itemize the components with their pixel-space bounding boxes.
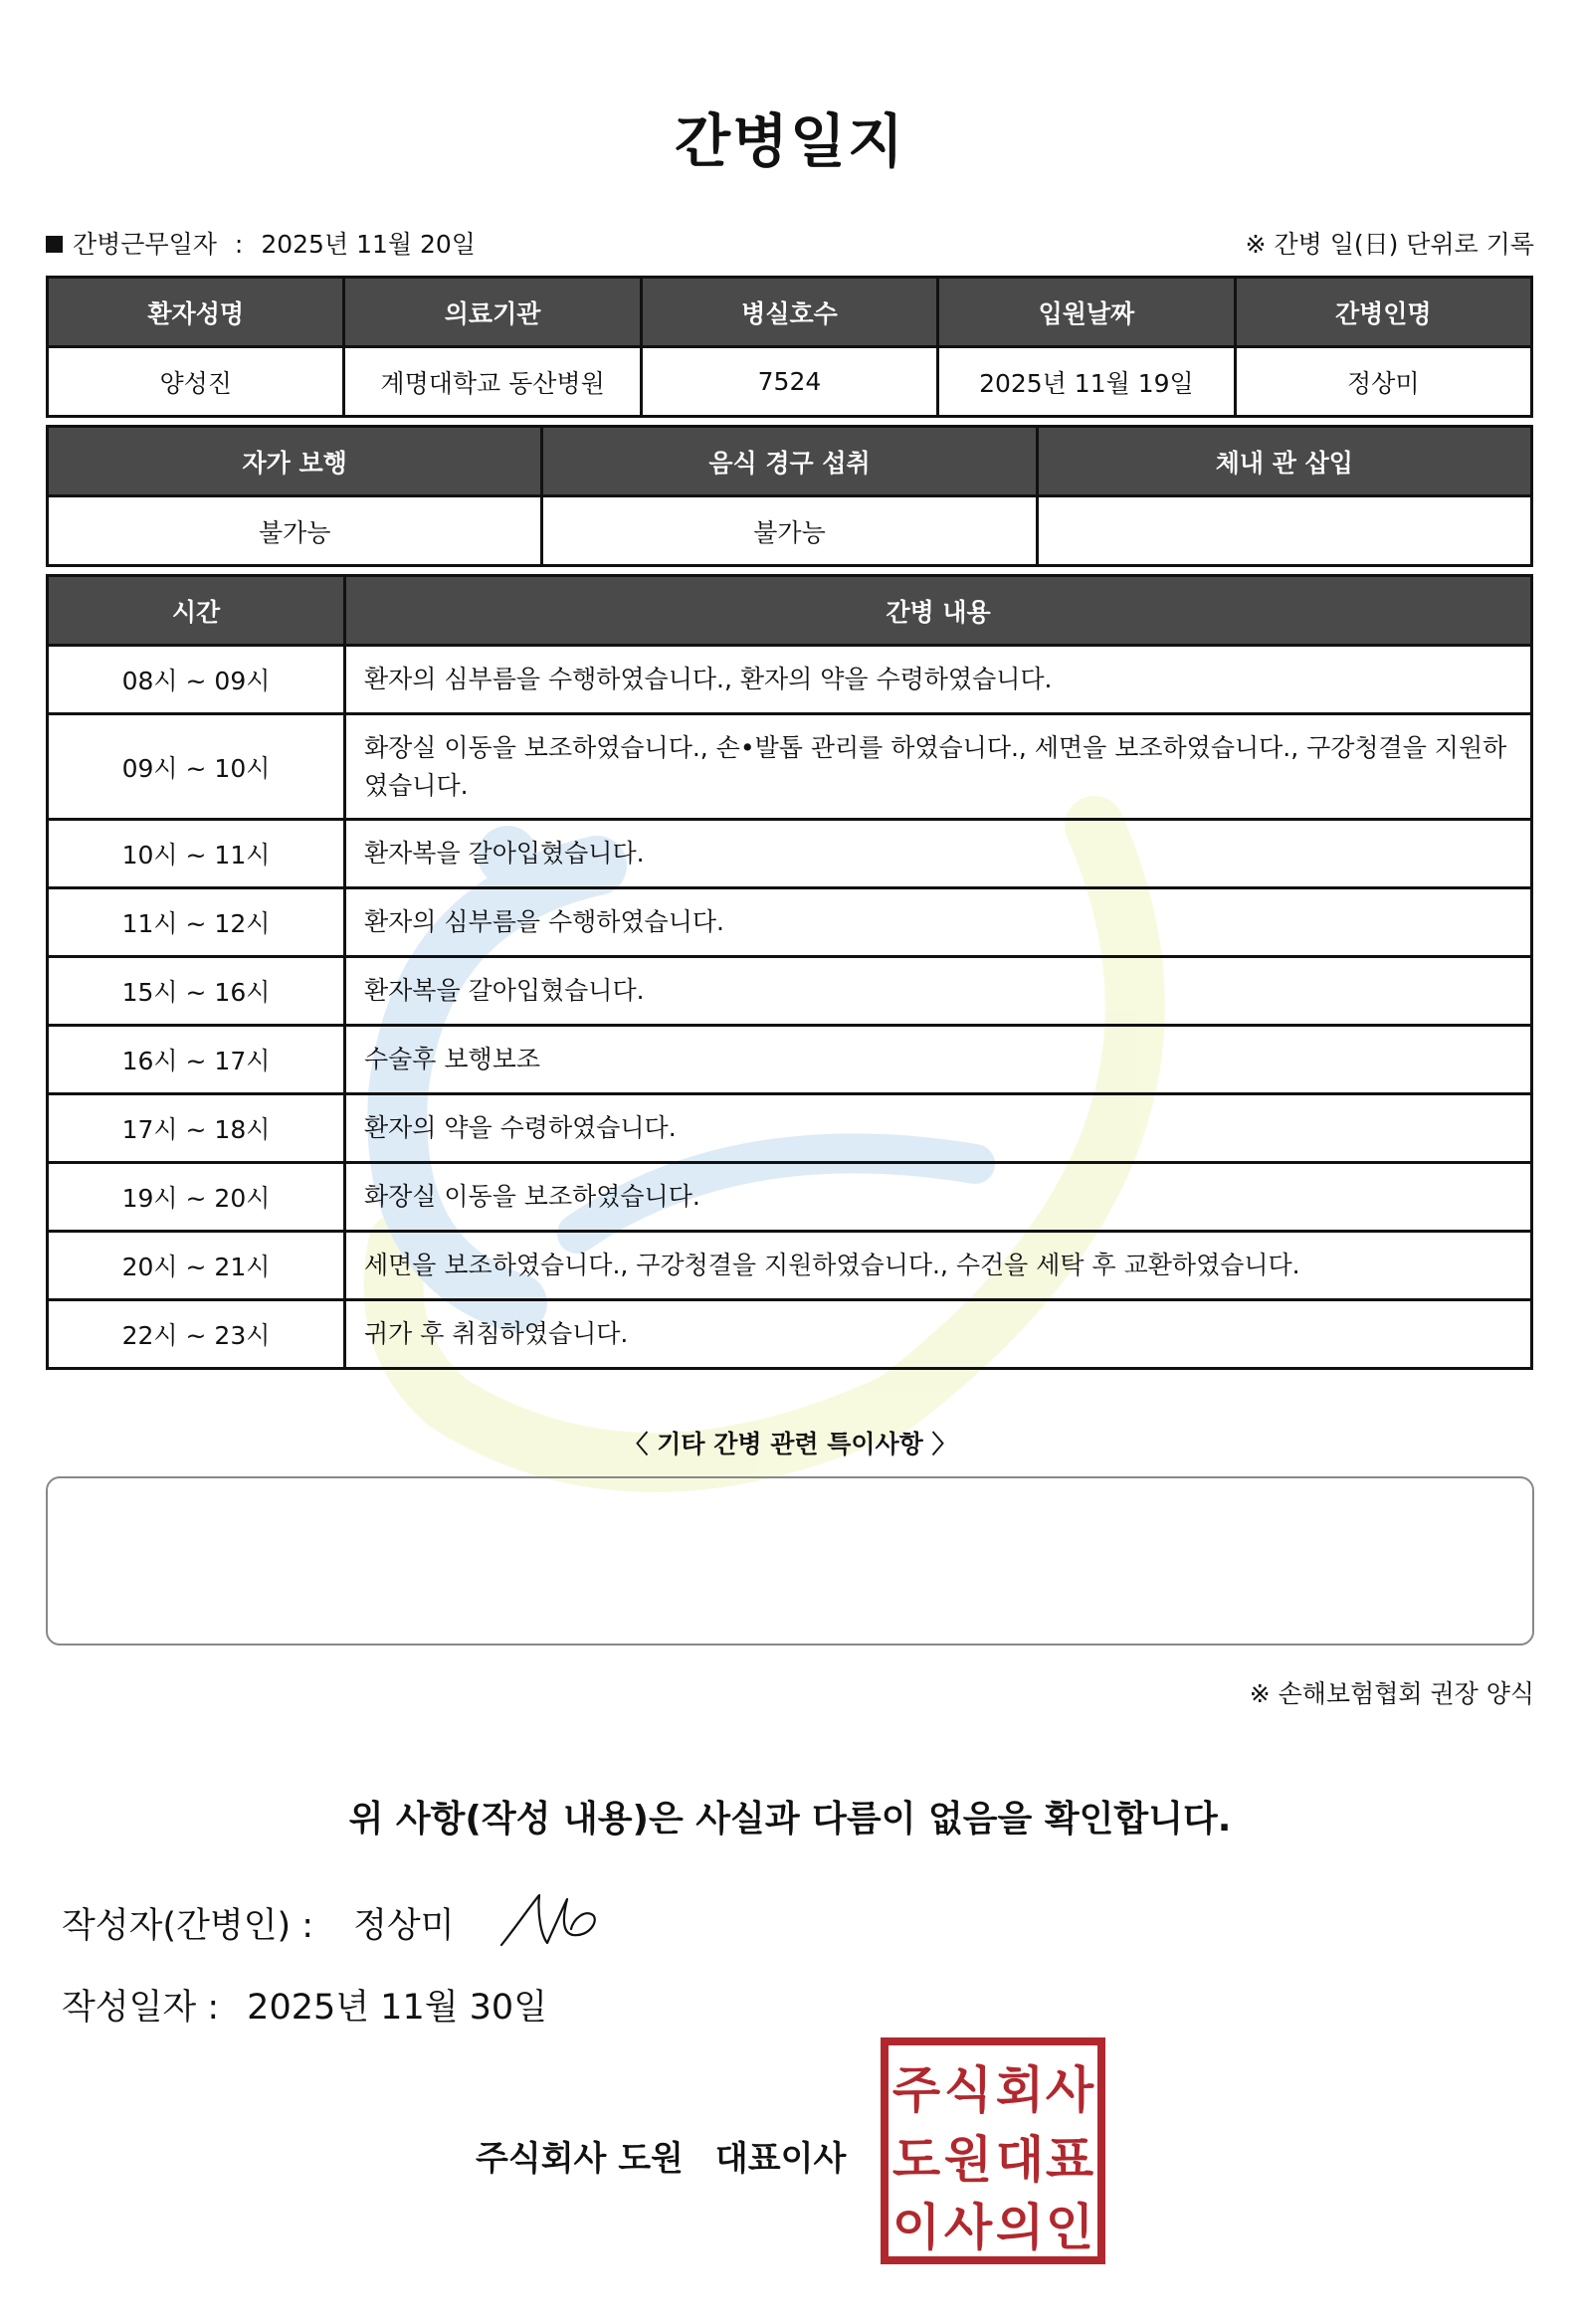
log-time: 08시 ~ 09시 bbox=[48, 646, 345, 714]
care-log-table bbox=[46, 574, 1533, 1370]
svg-text:이: 이 bbox=[891, 2199, 941, 2256]
work-date-line bbox=[46, 225, 476, 261]
patient-status-table bbox=[46, 425, 1533, 567]
log-time: 10시 ~ 11시 bbox=[48, 820, 345, 888]
header-patient-name: 환자성명 bbox=[48, 278, 344, 347]
svg-text:원: 원 bbox=[943, 2131, 993, 2189]
company-title: 대표이사 bbox=[714, 2139, 847, 2179]
work-date-colon: : bbox=[234, 230, 244, 259]
header-oral-intake: 음식 경구 섭취 bbox=[542, 427, 1037, 496]
header-room-number: 병실호수 bbox=[641, 278, 937, 347]
log-content: 수술후 보행보조 bbox=[345, 1026, 1532, 1094]
svg-text:인: 인 bbox=[1045, 2199, 1094, 2256]
log-time: 11시 ~ 12시 bbox=[48, 888, 345, 957]
confirm-statement: 위 사항(작성 내용)은 사실과 다름이 없음을 확인합니다. bbox=[348, 1799, 1232, 1840]
header-care-content: 간병 내용 bbox=[345, 576, 1532, 646]
table-row bbox=[48, 957, 1532, 1026]
recommend-note: ※ 손해보험협회 권장 양식 bbox=[1249, 1679, 1534, 1708]
record-unit-note: ※ 간병 일(日) 단위로 기록 bbox=[1245, 230, 1534, 259]
log-content: 환자복을 갈아입혔습니다. bbox=[345, 957, 1532, 1026]
svg-text:사: 사 bbox=[1045, 2061, 1094, 2119]
header-time: 시간 bbox=[48, 576, 345, 646]
table-row bbox=[48, 646, 1532, 714]
author-name: 정상미 bbox=[353, 1906, 455, 1946]
written-date-line bbox=[62, 1980, 547, 2030]
header-caregiver-name: 간병인명 bbox=[1235, 278, 1531, 347]
table-row bbox=[48, 1163, 1532, 1232]
svg-text:표: 표 bbox=[1045, 2131, 1094, 2189]
remarks-title: 〈 기타 간병 관련 특이사항 〉 bbox=[623, 1430, 957, 1458]
company-name: 주식회사 도원 bbox=[476, 2139, 684, 2179]
table-row bbox=[48, 820, 1532, 888]
square-bullet-icon bbox=[46, 236, 63, 253]
company-line bbox=[476, 2131, 846, 2180]
author-line bbox=[62, 1898, 455, 1948]
svg-text:대: 대 bbox=[995, 2131, 1045, 2189]
svg-text:식: 식 bbox=[943, 2061, 993, 2119]
room-number: 7524 bbox=[641, 347, 937, 417]
log-content: 귀가 후 취침하였습니다. bbox=[345, 1300, 1532, 1369]
self-walking-value: 불가능 bbox=[48, 496, 542, 566]
patient-name: 양성진 bbox=[48, 347, 344, 417]
signature bbox=[497, 1885, 607, 1955]
log-content: 화장실 이동을 보조하였습니다. bbox=[345, 1163, 1532, 1232]
log-time: 09시 ~ 10시 bbox=[48, 714, 345, 820]
log-time: 15시 ~ 16시 bbox=[48, 957, 345, 1026]
log-time: 22시 ~ 23시 bbox=[48, 1300, 345, 1369]
header-hospital: 의료기관 bbox=[344, 278, 641, 347]
written-date-value: 2025년 11월 30일 bbox=[247, 1988, 547, 2028]
svg-text:회: 회 bbox=[995, 2061, 1045, 2119]
written-date-label: 작성일자 : bbox=[62, 1988, 220, 2028]
page-title: 간병일지 bbox=[674, 107, 906, 175]
svg-text:주: 주 bbox=[891, 2061, 941, 2119]
caregiver-name: 정상미 bbox=[1235, 347, 1531, 417]
patient-info-table bbox=[46, 276, 1533, 418]
log-content: 환자의 심부름을 수행하였습니다. bbox=[345, 888, 1532, 957]
svg-text:사: 사 bbox=[943, 2199, 993, 2256]
svg-text:도: 도 bbox=[891, 2131, 941, 2189]
log-time: 17시 ~ 18시 bbox=[48, 1094, 345, 1163]
table-row bbox=[48, 1026, 1532, 1094]
work-date-value: 2025년 11월 20일 bbox=[261, 230, 476, 259]
svg-text:의: 의 bbox=[995, 2199, 1045, 2256]
log-content: 화장실 이동을 보조하였습니다., 손•발톱 관리를 하였습니다., 세면을 보조하였습니다., 구강청결을 지원하였습니다. bbox=[345, 714, 1532, 820]
header-self-walking: 자가 보행 bbox=[48, 427, 542, 496]
log-time: 20시 ~ 21시 bbox=[48, 1232, 345, 1300]
header-tube-insertion: 체내 관 삽입 bbox=[1037, 427, 1531, 496]
header-admission-date: 입원날짜 bbox=[938, 278, 1235, 347]
log-time: 16시 ~ 17시 bbox=[48, 1026, 345, 1094]
admission-date: 2025년 11월 19일 bbox=[938, 347, 1235, 417]
log-time: 19시 ~ 20시 bbox=[48, 1163, 345, 1232]
table-row bbox=[48, 888, 1532, 957]
company-seal bbox=[881, 2037, 1105, 2264]
author-label: 작성자(간병인) : bbox=[62, 1906, 314, 1946]
table-row bbox=[48, 1300, 1532, 1369]
table-row bbox=[48, 1094, 1532, 1163]
table-row bbox=[48, 714, 1532, 820]
oral-intake-value: 불가능 bbox=[542, 496, 1037, 566]
log-content: 환자복을 갈아입혔습니다. bbox=[345, 820, 1532, 888]
log-content: 환자의 약을 수령하였습니다. bbox=[345, 1094, 1532, 1163]
tube-insertion-value bbox=[1037, 496, 1531, 566]
remarks-box[interactable] bbox=[46, 1476, 1534, 1646]
hospital-name: 계명대학교 동산병원 bbox=[344, 347, 641, 417]
log-content: 환자의 심부름을 수행하였습니다., 환자의 약을 수령하였습니다. bbox=[345, 646, 1532, 714]
log-content: 세면을 보조하였습니다., 구강청결을 지원하였습니다., 수건을 세탁 후 교환하였습니다. bbox=[345, 1232, 1532, 1300]
table-row bbox=[48, 1232, 1532, 1300]
work-date-label: 간병근무일자 bbox=[73, 230, 217, 259]
